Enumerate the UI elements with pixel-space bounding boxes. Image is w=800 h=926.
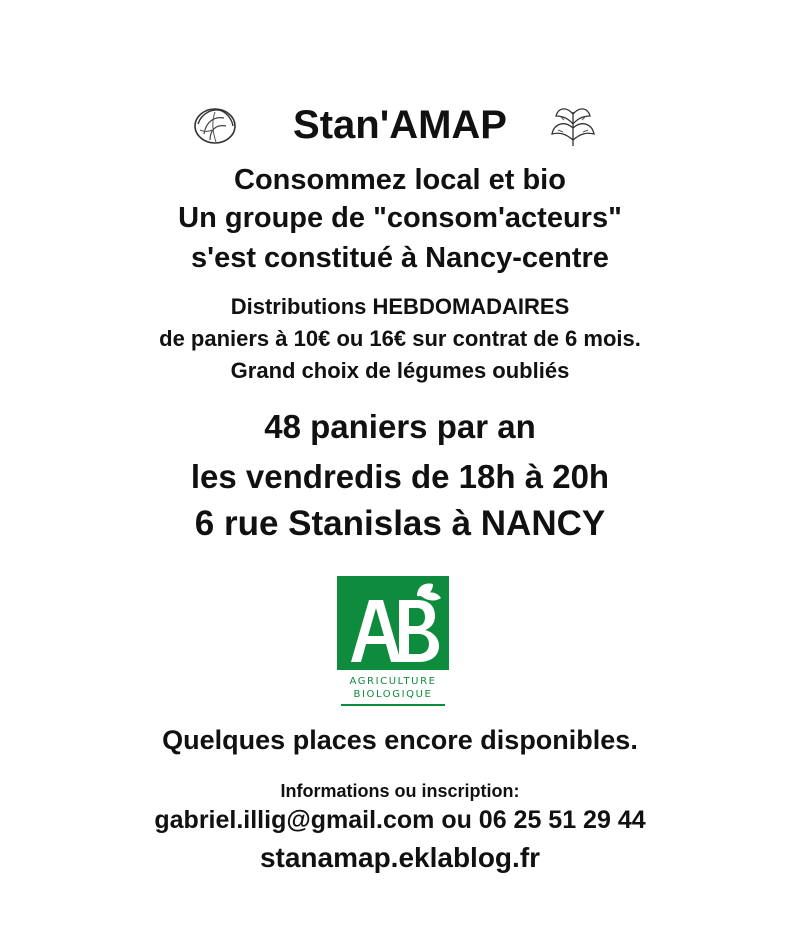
ab-logo-box — [337, 576, 449, 670]
ab-caption-underline — [341, 704, 445, 706]
availability-notice: Quelques places encore disponibles. — [162, 725, 638, 755]
ab-caption-line-2: BIOLOGIQUE — [353, 689, 433, 700]
info-label: Informations ou inscription: — [280, 781, 520, 801]
contact-details: gabriel.illig@gmail.com ou 06 25 51 29 44 — [154, 806, 646, 834]
tagline: Consommez local et bio — [234, 164, 566, 196]
distribution-line-2: de paniers à 10€ ou 16€ sur contrat de 6 mois. — [159, 326, 641, 351]
page-title: Stan'AMAP — [293, 103, 507, 147]
baskets-per-year: 48 paniers par an — [264, 408, 536, 445]
distribution-line-3: Grand choix de légumes oubliés — [230, 358, 570, 383]
ab-letters-icon — [337, 576, 449, 670]
distribution-schedule: les vendredis de 18h à 20h — [190, 458, 610, 495]
distribution-address: 6 rue Stanislas à NANCY — [194, 504, 606, 543]
lettuce-icon — [546, 102, 600, 148]
website-link[interactable]: stanamap.eklablog.fr — [259, 842, 541, 873]
ab-caption-line-1: AGRICULTURE — [349, 676, 437, 687]
title-row — [0, 100, 800, 152]
group-line-1: Un groupe de "consom'acteurs" — [178, 202, 622, 234]
group-line-2: s'est constitué à Nancy-centre — [191, 242, 609, 274]
distribution-line-1: Distributions HEBDOMADAIRES — [230, 294, 570, 319]
ab-organic-logo — [335, 576, 451, 708]
